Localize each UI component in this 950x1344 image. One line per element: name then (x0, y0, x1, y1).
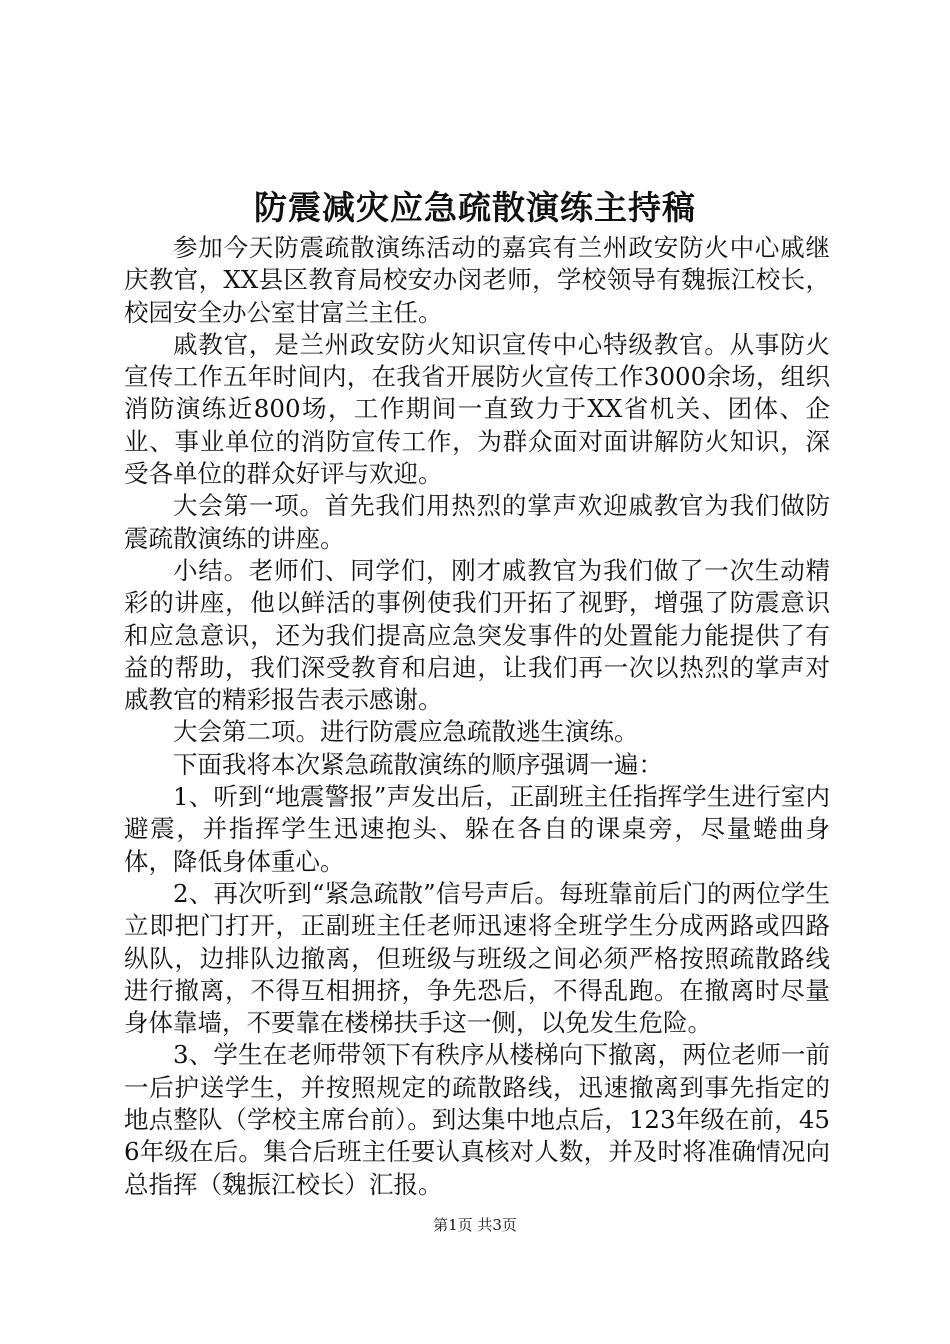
document-title: 防震减灾应急疏散演练主持稿 (254, 188, 696, 227)
paragraph-guests: 参加今天防震疏散演练活动的嘉宾有兰州政安防火中心戚继庆教官，XX县区教育局校安办闵老师，学校领导有魏振江校长，校园安全办公室甘富兰主任。 (124, 233, 830, 327)
paragraph-summary: 小结。老师们、同学们，刚才戚教官为我们做了一次生动精彩的讲座，他以鲜活的事例使我们开拓了视野，增强了防震意识和应急意识，还为我们提高应急突发事件的处置能力能提供了有益的帮助，我们深受教育和启迪，让我们再一次以热烈的掌声对戚教官的精彩报告表示感谢。 (124, 555, 830, 715)
paragraph-step-1: 1、听到“地震警报”声发出后，正副班主任指挥学生进行室内避震，并指挥学生迅速抱头、躲在各自的课桌旁，尽量蜷曲身体，降低身体重心。 (124, 782, 830, 876)
paragraph-instructor-intro: 戚教官，是兰州政安防火知识宣传中心特级教官。从事防火宣传工作五年时间内，在我省开展防火宣传工作3000余场，组织消防演练近800场，工作期间一直致力于XX省机关、团体、企业、事业单位的消防宣传工作，为群众面对面讲解防火知识，深受各单位的群众好评与欢迎。 (124, 329, 830, 489)
paragraph-step-3: 3、学生在老师带领下有秩序从楼梯向下撤离，两位老师一前一后护送学生，并按照规定的疏散路线，迅速撤离到事先指定的地点整队（学校主席台前）。到达集中地点后，123年级在前，456年级在后。集合后班主任要认真核对人数，并及时将准确情况向总指挥（魏振江校长）汇报。 (124, 1040, 830, 1199)
paragraph-item-one: 大会第一项。首先我们用热烈的掌声欢迎戚教官为我们做防震疏散演练的讲座。 (124, 491, 830, 553)
paragraph-item-two: 大会第二项。进行防震应急疏散逃生演练。 (173, 717, 639, 747)
paragraph-step-2: 2、再次听到“紧急疏散”信号声后。每班靠前后门的两位学生立即把门打开，正副班主任老师迅速将全班学生分成两路或四路纵队，边排队边撤离，但班级与班级之间必须严格按照疏散路线进行撤离，不得互相拥挤，争先恐后，不得乱跑。在撤离时尽量身体靠墙，不要靠在楼梯扶手这一侧，以免发生危险。 (124, 878, 830, 1038)
document-body (124, 232, 830, 1201)
paragraph-order-intro: 下面我将本次紧急疏散演练的顺序强调一遍： (173, 749, 663, 779)
page-footer: 第1页 共3页 (433, 1216, 517, 1234)
